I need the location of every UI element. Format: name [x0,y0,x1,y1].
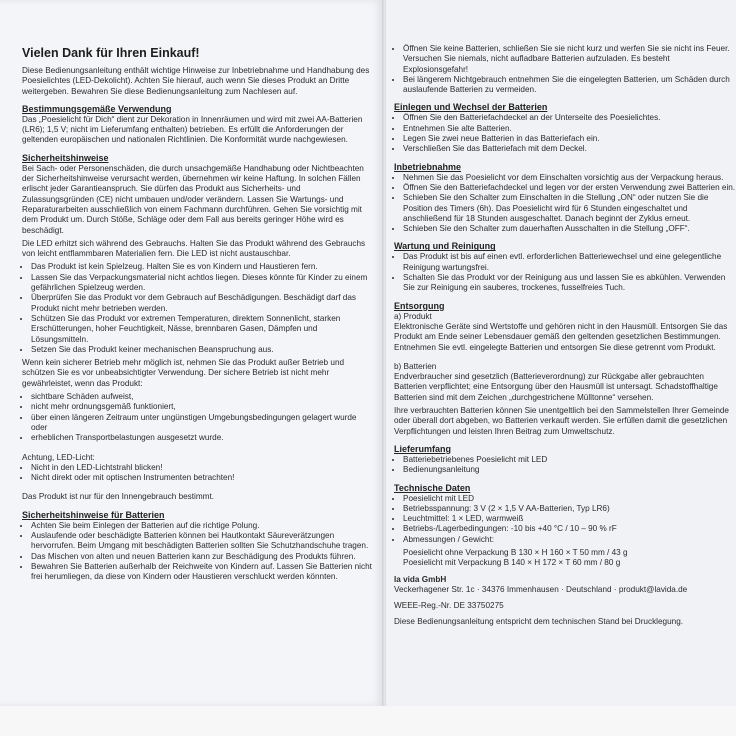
list-item: • Das Produkt ist kein Spielzeug. Halten Sie es von Kindern und Haustieren fern. [31,262,374,272]
intended-use-heading: Bestimmungsgemäße Verwendung [22,103,172,114]
disposal-product-label: a) Produkt [394,311,432,321]
list-item: • Nicht in den LED-Lichtstrahl blicken! [31,463,374,473]
list-item: • Auslaufende oder beschädigte Batterien können bei Hautkontakt Säureverätzungen hervorrufen. Beim Umgang mit beschädigten Batterien sollten Sie Schutzhandschuhe tragen. [31,531,374,552]
tech-specs-list [394,494,736,545]
list-item: • Schalten Sie das Produkt vor der Reinigung aus und lassen Sie es abkühlen. Verwenden Sie zur Reinigung ein sauberes, trockenes, fusselfreies Tuch. [403,273,736,294]
led-list [22,463,374,484]
list-item: • Bedienungsanleitung [403,465,736,475]
list-item: • Bei längerem Nichtgebrauch entnehmen Sie die eingelegten Batterien, um Schäden durch auslaufende Batterien zu vermeiden. [403,75,736,96]
list-item: • Lassen Sie das Verpackungsmaterial nicht achtlos liegen. Dieses könnte für Kinder zu einem gefährlichen Spielzeug werden. [31,273,374,294]
weee-number: WEEE-Reg.-Nr. DE 33750275 [394,601,504,611]
battery-safety-list [22,521,374,583]
disposal-batteries-label: b) Batterien [394,361,437,371]
safety-led-text: Die LED erhitzt sich während des Gebrauchs. Halten Sie das Produkt während des Gebrauchs von leicht entflammbaren Materialien fern. Die LED ist nicht austauschbar. [22,238,366,259]
dimensions-unpacked: Poesielicht ohne Verpackung B 130 × H 160 × T 50 mm / 43 g [403,547,628,557]
insert-batteries-heading: Einlegen und Wechsel der Batterien [394,102,548,113]
list-item: • Schieben Sie den Schalter zum dauerhaften Ausschalten in die Stellung „OFF“. [403,224,736,234]
list-item: • Das Mischen von alten und neuen Batterien kann zur Beschädigung des Produkts führen. [31,552,374,562]
disposal-batteries-return-text: Ihre verbrauchten Batterien können Sie unentgeltlich bei den Sammelstellen Ihrer Gemeinde oder überall dort abgeben, wo Batterien verkauft werden. Sie erfüllen damit die gesetzlichen Verpflichtungen und leisten Ihren Beitrag zum Umweltschutz. [394,406,729,436]
list-item: • Betriebs-/Lagerbedingungen: -10 bis +40 °C / 10 – 90 % rF [403,524,736,534]
list-item: • Leuchtmittel: 1 × LED, warmweiß [403,514,736,524]
disposal-batteries-text: Endverbraucher sind gesetzlich (Batterieverordnung) zur Rückgabe aller gebrauchten Batterien verpflichtet; eine Entsorgung über den Hausmüll ist untersagt. Schadstoffhaltige Batterien sind mit dem Zeichen „durchgestrichene Mülltonne“ versehen. [394,372,718,402]
delivery-list [394,455,736,476]
list-item: • Legen Sie zwei neue Batterien in das Batteriefach ein. [403,134,736,144]
company-address: Veckerhagener Str. 1c · 34376 Immenhausen · Deutschland · produkt@lavida.de [394,584,688,594]
list-item: • Nicht direkt oder mit optischen Instrumenten betrachten! [31,473,374,483]
list-item: • Schützen Sie das Produkt vor extremen Temperaturen, direktem Sonnenlicht, starken Erschütterungen, hoher Feuchtigkeit, Nässe, brennbaren Gasen, Dämpfen und Lösungsmitteln. [31,314,374,345]
dimensions-packed: Poesielicht mit Verpackung B 140 × H 172 × T 60 mm / 80 g [403,558,621,568]
list-item: • Verschließen Sie das Batteriefach mit dem Deckel. [403,144,736,154]
maintenance-heading: Wartung und Reinigung [394,241,496,252]
safety-list [22,262,374,355]
right-page [386,0,736,706]
page-title: Vielen Dank für Ihren Einkauf! [22,46,200,60]
list-item: • Betriebsspannung: 3 V (2 × 1,5 V AA-Batterien, Typ LR6) [403,504,736,514]
unsafe-list [22,392,374,443]
list-item: • Öffnen Sie den Batteriefachdeckel an der Unterseite des Poesielichtes. [403,113,736,123]
list-item: • Nehmen Sie das Poesielicht vor dem Einschalten vorsichtig aus der Verpackung heraus. [403,173,736,183]
intro-text: Diese Bedienungsanleitung enthält wichtige Hinweise zur Inbetriebnahme und Handhabung des Poesielichtes (LED-Dekolicht). Achten Sie hierauf, auch wenn Sie dieses Produkt an Dritte weitergeben. Bewahren Sie diese Bedienungsanleitung zum Nachlesen auf. [22,66,370,96]
delivery-heading: Lieferumfang [394,443,452,454]
indoor-text: Das Produkt ist nur für den Innengebrauch bestimmt. [22,492,215,502]
list-item: • Überprüfen Sie das Produkt vor dem Gebrauch auf Beschädigungen. Beschädigt darf das Produkt nicht mehr betrieben werden. [31,293,374,314]
list-item: • Batteriebetriebenes Poesielicht mit LED [403,455,736,465]
insert-batteries-list [394,113,736,154]
list-item: • Schieben Sie den Schalter zum Einschalten in die Stellung „ON“ oder nutzen Sie die Position des Timers (6h). Das Poesielicht wird für 6 Stunden eingeschaltet und anschließend für 18 Stunden ausgeschaltet. Danach beginnt der Zyklus erneut. [403,193,736,224]
list-item: • über einen längeren Zeitraum unter ungünstigen Umgebungsbedingungen gelagert wurde oder [31,413,374,434]
list-item: • Poesielicht mit LED [403,494,736,504]
list-item: • nicht mehr ordnungsgemäß funktioniert, [31,402,374,412]
startup-heading: Inbetriebnahme [394,161,462,172]
table-surface [0,706,736,736]
safety-text: Bei Sach- oder Personenschäden, die durch unsachgemäße Handhabung oder Nichtbeachten der Sicherheitshinweise verursacht werden, übernehmen wir keine Haftung. In solchen Fällen erlischt jeder Garantieanspruch. Sie dürfen das Produkt aus Sicherheits- und Zulassungsgründen (CE) nicht umbauen und/oder verändern. Lassen Sie Wartungs- und Reparaturarbeiten ausschließlich von einem Fachmann durchführen. Gehen Sie vorsichtig mit dem Produkt um. Durch Stöße, Schläge oder dem Fall aus bereits geringer Höhe wird es beschädigt. [22,163,364,235]
maintenance-list [394,252,736,293]
disposal-product-text: Elektronische Geräte sind Wertstoffe und gehören nicht in den Hausmüll. Entsorgen Sie das Produkt am Ende seiner Lebensdauer gemäß den geltenden gesetzlichen Bestimmungen. Entnehmen Sie evtl. eingelegte Batterien und entsorgen Sie diese getrennt vom Produkt. [394,321,728,352]
list-item: • erheblichen Transportbelastungen ausgesetzt wurde. [31,433,374,443]
footer-note: Diese Bedienungsanleitung entspricht dem technischen Stand bei Drucklegung. [394,617,684,627]
list-item: • Entnehmen Sie alte Batterien. [403,124,736,134]
list-item: • Öffnen Sie keine Batterien, schließen Sie sie nicht kurz und werfen Sie sie nicht ins Feuer. Versuchen Sie niemals, nicht aufladbare Batterien aufzuladen. Es besteht Explosionsgefahr! [403,44,736,75]
tech-specs-heading: Technische Daten [394,482,471,493]
unsafe-operation-text: Wenn kein sicherer Betrieb mehr möglich ist, nehmen Sie das Produkt außer Betrieb und schützen Sie es vor unbeabsichtigter Verwendung. Der sichere Betrieb ist nicht mehr gewährleistet, wenn das Produkt: [22,358,345,388]
led-caution: Achtung, LED-Licht: [22,452,95,462]
list-item: • Das Produkt ist bis auf einen evtl. erforderlichen Batteriewechsel und eine gelegentliche Reinigung wartungsfrei. [403,252,736,273]
startup-list [394,173,736,235]
list-item: • Setzen Sie das Produkt keiner mechanischen Beanspruchung aus. [31,345,374,355]
safety-heading: Sicherheitshinweise [22,152,109,163]
list-item: • Öffnen Sie den Batteriefachdeckel und legen vor der ersten Verwendung zwei Batterien ein. [403,183,736,193]
list-item: • sichtbare Schäden aufweist, [31,392,374,402]
list-item: • Achten Sie beim Einlegen der Batterien auf die richtige Polung. [31,521,374,531]
disposal-heading: Entsorgung [394,300,445,311]
battery-warning-list [394,44,736,95]
list-item: • Bewahren Sie Batterien außerhalb der Reichweite von Kindern auf. Lassen Sie Batterien nicht frei herumliegen, da diese von Kindern oder Haustieren verschluckt werden könnten. [31,562,374,583]
battery-safety-heading: Sicherheitshinweise für Batterien [22,509,165,520]
list-item: • Abmessungen / Gewicht: [403,535,736,545]
company-name: la vida GmbH [394,574,447,584]
intended-use-text: Das „Poesielicht für Dich“ dient zur Dekoration in Innenräumen und wird mit zwei AA-Batterien (LR6); 1,5 V; nicht im Lieferumfang enthalten) betrieben. Es erfüllt die Anforderungen der geltenden europäischen und nationalen Richtlinien. Die Konformität wurde nachgewiesen. [22,114,363,145]
